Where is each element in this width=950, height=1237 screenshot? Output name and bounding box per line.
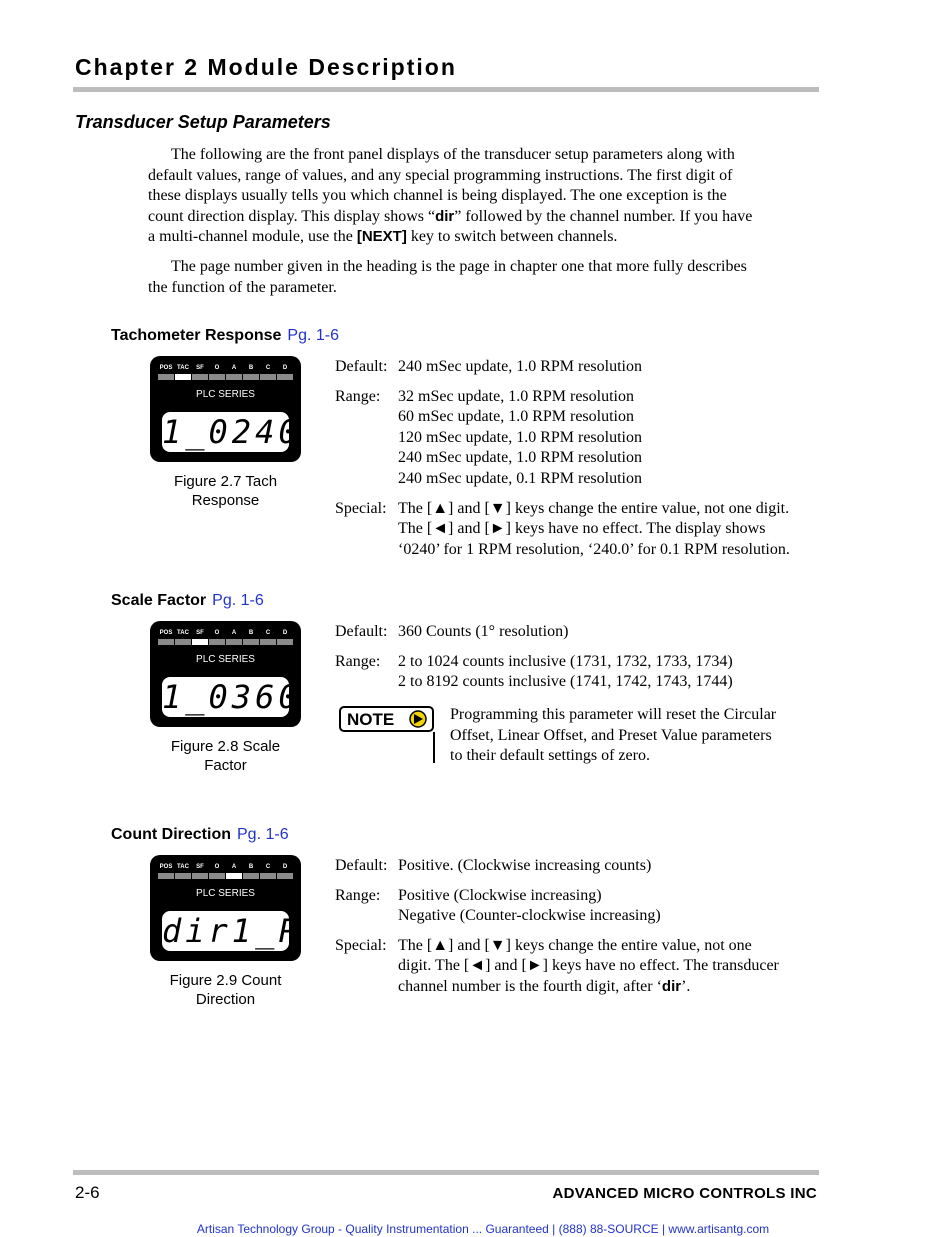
section-title: Transducer Setup Parameters — [75, 112, 331, 132]
note-bar — [433, 732, 435, 763]
led-sf: SF — [192, 629, 208, 645]
page-link-tach[interactable]: Pg. 1-6 — [287, 327, 340, 344]
led-pos: POS — [158, 629, 174, 645]
intro-paragraph-1: The following are the front panel displays of the transducer setup parameters along with default values, range of values, and any special programming instructions. The first digit of these displays usually tells you which channel is being displayed. The one exception is the count direction display. This display shows “dir” followed by the channel number. If you have a multi-channel module, use the [NEXT] key to switch between channels. — [148, 146, 753, 246]
led-pos: POS — [158, 364, 174, 380]
param-heading-direction: Count Direction Pg. 1-6 — [111, 826, 289, 843]
led-a: A — [226, 364, 242, 380]
lcd-readout: dir1_P — [162, 912, 302, 950]
note-icon — [339, 706, 434, 732]
led-b: B — [243, 863, 259, 879]
led-d: D — [277, 863, 293, 879]
lcd-readout: 1_0240 — [162, 413, 302, 451]
param-details-tach: Default: 240 mSec update, 1.0 RPM resolution Range: 32 mSec update, 1.0 RPM resolution 60 mSec update, 1.0 RPM resolution 120 mSec update, 1.0 RPM resolution 240 mSec update, 1.0 RPM resolution 240 mSec update, 0.1 RPM resolution Special: The [▲] and [▼] keys change the entire value, not one digit. The [◄] and [►] keys have no effect. The display shows ‘0240’ for 1 RPM resolution, ‘240.0’ for 0.1 RPM resolution. — [335, 358, 790, 558]
header-rule — [73, 87, 819, 92]
chapter-title: Chapter 2 Module Description — [75, 54, 457, 80]
page-number: 2-6 — [75, 1183, 100, 1202]
display-panel-tach — [150, 356, 301, 462]
footer-rule — [73, 1170, 819, 1175]
led-a: A — [226, 863, 242, 879]
param-details-scale: Default: 360 Counts (1° resolution) Range: 2 to 1024 counts inclusive (1731, 1732, 1733, 1734) 2 to 8192 counts inclusive (1741, 1742, 1743, 1744) — [335, 623, 733, 691]
plc-series-label: PLC SERIES — [196, 389, 255, 400]
display-panel-scale — [150, 621, 301, 727]
led-b: B — [243, 629, 259, 645]
page-link-scale[interactable]: Pg. 1-6 — [212, 592, 264, 609]
company-name: ADVANCED MICRO CONTROLS INC — [552, 1185, 817, 1202]
param-details-direction: Default: Positive. (Clockwise increasing counts) Range: Positive (Clockwise increasing) Negative (Counter-clockwise increasing) Special: The [▲] and [▼] keys change the entire value, not one digit. The [◄] and [►] keys have no effect. The transducer channel number is the fourth digit, after ‘dir’. — [335, 857, 779, 995]
figure-caption-scale: Figure 2.8 Scale Factor — [170, 738, 281, 774]
lcd-readout: 1_0360 — [162, 678, 302, 716]
param-heading-tach: Tachometer Response Pg. 1-6 — [111, 327, 340, 344]
param-heading-scale: Scale Factor Pg. 1-6 — [111, 592, 264, 609]
led-c: C — [260, 364, 276, 380]
svg-text:NOTE: NOTE — [347, 710, 395, 729]
figure-caption-direction: Figure 2.9 Count Direction — [169, 972, 282, 1008]
led-tac: TAC — [175, 629, 191, 645]
led-b: B — [243, 364, 259, 380]
led-tac: TAC — [175, 863, 191, 879]
led-pos: POS — [158, 863, 174, 879]
intro-paragraph-2: The page number given in the heading is the page in chapter one that more fully describes the function of the parameter. — [148, 258, 747, 296]
led-o: O — [209, 629, 225, 645]
plc-series-label: PLC SERIES — [196, 654, 255, 665]
led-sf: SF — [192, 364, 208, 380]
led-tac: TAC — [175, 364, 191, 380]
led-c: C — [260, 863, 276, 879]
page-link-direction[interactable]: Pg. 1-6 — [237, 826, 289, 843]
figure-caption-tach: Figure 2.7 Tach Response — [173, 473, 278, 509]
display-panel-direction — [150, 855, 301, 961]
led-o: O — [209, 863, 225, 879]
led-sf: SF — [192, 863, 208, 879]
led-c: C — [260, 629, 276, 645]
plc-series-label: PLC SERIES — [196, 888, 255, 899]
led-d: D — [277, 364, 293, 380]
note-text: Programming this parameter will reset the Circular Offset, Linear Offset, and Preset Value parameters to their default settings of zero. — [450, 706, 777, 765]
led-o: O — [209, 364, 225, 380]
led-d: D — [277, 629, 293, 645]
footer-link[interactable]: Artisan Technology Group - Quality Instrumentation ... Guaranteed | (888) 88-SOURCE | www.artisantg.com — [196, 1222, 770, 1236]
led-a: A — [226, 629, 242, 645]
